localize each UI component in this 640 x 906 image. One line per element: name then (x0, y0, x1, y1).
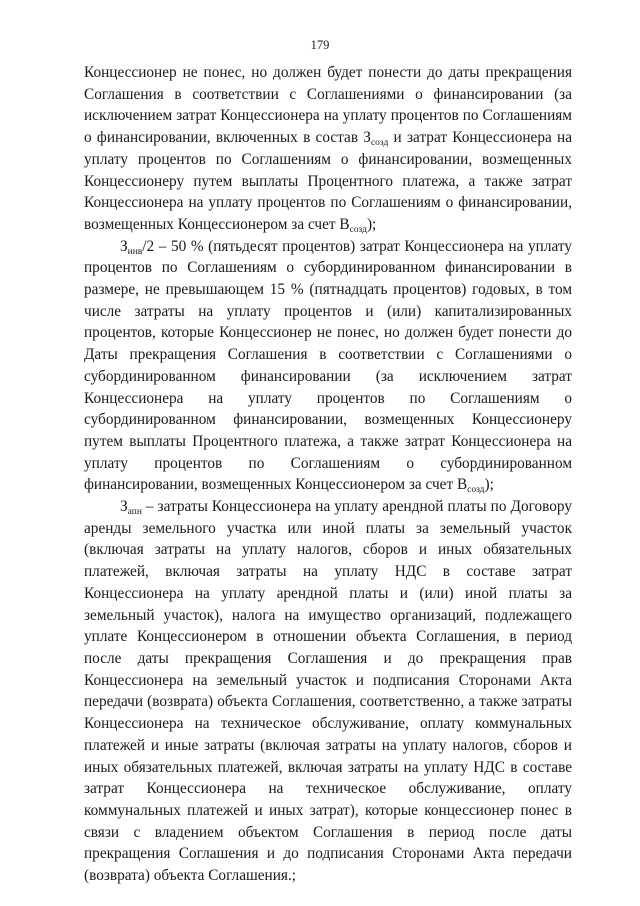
subscript: инв (127, 246, 143, 257)
text-run: – затраты Концессионера на уплату арендной платы по Договору аренды земельного участка или иной платы за земельный участок (включая затраты на уплату налогов, сборов и иных обязательных платежей, включая затраты на уплату НДС в составе затрат Концессионера на уплату арендной платы и (или) иной платы за земельный участок), налога на имущество организаций, подлежащего уплате Концессионером в отношении объекта Соглашения, в период после даты прекращения Соглашения и до прекращения прав Концессионера на земельный участок и подписания Сторонами Акта передачи (возврата) объекта Соглашения, соответственно, а также затраты Концессионера на техническое обслуживание, оплату коммунальных платежей и иные затраты (включая затраты на уплату налогов, сборов и иных обязательных платежей, включая затраты на уплату НДС в составе затрат Концессионера на техническое обслуживание, оплату коммунальных платежей и иных затрат), которые концессионер понес в связи с владением объектом Соглашения в период после даты прекращения Соглашения и до подписания Сторонами Акта передачи (возврата) объекта Соглашения.; (84, 498, 572, 885)
text-run: З (120, 237, 128, 255)
text-run: Концессионер не понес, но должен будет понести до даты прекращения Соглашения в соответствии с Соглашениями о финансировании (за исключением затрат Концессионера на уплату процентов по Соглашениям о финансировании, включенных в состав З (84, 64, 572, 147)
text-run: ); (366, 215, 377, 233)
text-run: З (120, 498, 128, 516)
text-run: ); (484, 476, 494, 494)
subscript: созд (370, 138, 389, 149)
body-text (84, 62, 572, 887)
subscript: созд (349, 224, 367, 235)
paragraph-2 (84, 236, 572, 496)
paragraph-3 (84, 496, 572, 887)
page-number: 179 (310, 38, 330, 52)
subscript: апн (127, 507, 142, 518)
text-run: и затрат Концессионера на уплату процентов по Соглашениям о финансировании, возмещенных Концессионеру путем выплаты Процентного платежа, а также затрат Концессионера на уплату процентов по Соглашениям о финансировании, возмещенных Концессионером за счет В (84, 129, 572, 233)
paragraph-1 (84, 62, 572, 236)
text-run: /2 – 50 % (пятьдесят процентов) затрат Концессионера на уплату процентов по Соглашениям о субординированном финансировании в размере, не превышающем 15 % (пятнадцать процентов) годовых, в том числе затраты на уплату процентов и (или) капитализированных процентов, которые Концессионер не понес, но должен будет понести до Даты прекращения Соглашения в соответствии с Соглашениями о субординированном финансировании (за исключением затрат Концессионера на уплату процентов по Соглашениям о субординированном финансировании, возмещенных Концессионеру путем выплаты Процентного платежа, а также затрат Концессионера на уплату процентов по Соглашениям о субординированном финансировании, возмещенных Концессионером за счет В (84, 237, 572, 494)
subscript: созд (467, 485, 485, 496)
